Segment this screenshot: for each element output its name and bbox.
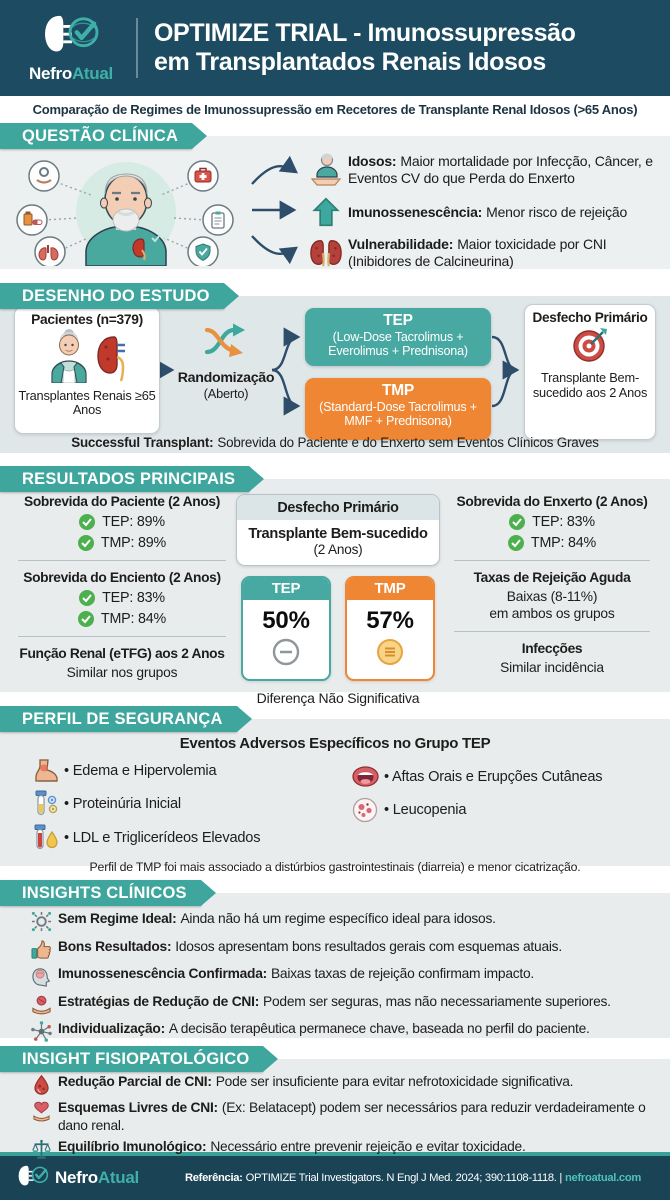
stat-title: Função Renal (eTFG) aos 2 Anos [19,646,225,661]
tmp-arm-box [305,378,491,440]
logo-text: NefroAtual [29,63,113,83]
divider [454,560,650,561]
section-clinical-insights [0,880,670,1038]
stat-row: TEP: 83% [8,590,236,606]
patients-caption: Transplantes Renais ≥65 Anos [18,388,156,418]
patients-title: Pacientes (n=379) [31,312,143,327]
divider [18,636,226,637]
list-item: Bons Resultados: Idosos apresentam bons resultados gerais com esquemas atuais. [24,938,656,960]
physio-list [0,1059,670,1160]
kidneys-icon [304,236,348,270]
elderly-patient-illustration [6,150,250,266]
item-text: Maior toxicidade por CNI (Inibidores de Calcineurina) [348,236,607,269]
heart-hand-icon [24,1099,58,1122]
section-physio-insight [0,1046,670,1155]
head-brain-icon [24,965,58,987]
balance-scales-icon [24,1138,58,1160]
randomization-sub: (Aberto) [203,386,249,401]
primary-outcome-box [524,304,656,440]
outcome-title: Desfecho Primário [532,310,648,325]
stat-title: Infecções [521,641,583,657]
tmp-title: TMP [381,382,415,399]
first-aid-kit-icon [188,161,218,191]
tep-title: TEP [383,312,413,329]
lungs-icon [35,237,65,266]
stat-caption: Similar nos grupos [66,665,178,680]
randomization-block [176,320,276,401]
list-item: Esquemas Livres de CNI: (Ex: Belatacept) podem ser necessários para reduzir verdadeiramente o dano renal. [24,1099,656,1134]
stat-row: TMP: 89% [8,535,236,551]
insights-list [0,893,670,1042]
card-body: Transplante Bem-sucedido (2 Anos) [248,526,428,557]
list-item: Imunossenescência Confirmada: Baixas taxas de rejeição confirmam impacto. [24,965,656,987]
list-item [304,152,662,188]
reference-text: Referência: OPTIMIZE Trial Investigators. N Engl J Med. 2024; 390:1108-1118. | nefroatual.com [184,1172,642,1184]
footer [0,1156,670,1200]
list-item: Equilíbrio Imunológico: Necessário entre prevenir rejeição e evitar toxicidade. [24,1138,656,1160]
clipboard-icon [203,205,233,235]
results-left-column [8,494,236,706]
list-item: Individualização: A decisão terapêutica permanece chave, baseada no perfil do paciente. [24,1020,656,1042]
stat-title: Sobrevida do Enxerto (2 Anos) [456,494,648,509]
primary-outcome-card [236,494,440,566]
patients-box [14,306,160,434]
shield-icon [188,237,218,266]
stat-row: TEP: 89% [8,514,236,530]
tmp-label: TMP [347,578,433,600]
check-circle-icon [508,535,524,551]
section-clinical-question [0,123,670,269]
minus-circle-icon [272,638,300,666]
safety-note: Perfil de TMP foi mais associado a distúrbios gastrointestinais (diarreia) e menor cicatrização. [89,860,581,874]
divider [18,560,226,561]
safety-right-list [346,758,660,858]
list-item: • Edema e Hipervolemia [26,758,346,784]
item-text: Maior mortalidade por Infecção, Câncer, e Eventos CV do que Perda do Enxerto [348,153,653,186]
target-icon [570,325,610,365]
medications-icon [17,205,47,235]
divider [454,631,650,632]
significance-note: Diferença Não Significativa [256,690,420,706]
list-item: Redução Parcial de CNI: Pode ser insuficiente para evitar nefrotoxicidade significativa. [24,1073,656,1095]
tep-label: TEP [243,578,329,600]
blood-lipid-icon [26,824,64,852]
tmp-desc: (Standard-Dose Tacrolimus + MMF + Prednisona) [319,400,477,429]
check-circle-icon [79,590,95,606]
website-link[interactable]: nefroatual.com [565,1172,642,1184]
list-item [304,236,662,270]
section-banner: INSIGHT FISIOPATOLÓGICO [0,1046,263,1072]
list-item: • Leucopenia [346,797,660,823]
section-results [0,466,670,706]
network-nodes-icon [24,1020,58,1042]
results-center-column [236,494,440,706]
list-item: • Proteinúria Inicial [26,790,346,818]
shuffle-arrows-icon [203,320,249,362]
up-arrow-icon [304,196,348,228]
item-title: Idosos: [348,153,397,170]
header [0,0,670,96]
stat-row: TMP: 84% [8,611,236,627]
section-banner: RESULTADOS PRINCIPAIS [0,466,249,492]
arm-result-cards [236,576,440,681]
footer-logo-text: NefroAtual [55,1168,139,1187]
section-banner: DESENHO DO ESTUDO [0,283,224,309]
stat-caption: Similar incidência [500,660,604,676]
list-item: Sem Regime Ideal: Ainda não há um regime específico ideal para idosos. [24,910,656,932]
study-note: Successful Transplant: Sobrevida do Paciente e do Enxerto sem Eventos Clínicos Graves [71,435,599,450]
elder-care-icon [304,152,348,188]
elderly-woman-kidney-illustration [44,327,130,383]
nefroatual-logo [18,13,124,84]
stat-row: TEP: 83% [444,514,660,530]
outcome-caption: Transplante Bem-sucedido aos 2 Anos [532,370,648,400]
check-circle-icon [78,535,94,551]
stat-title: Taxas de Rejeição Aguda [473,570,631,585]
section-banner: INSIGHTS CLÍNICOS [0,880,201,906]
gear-network-icon [24,910,58,932]
tep-value: 50% [262,607,310,634]
stat-row: TMP: 84% [444,535,660,551]
leukocyte-icon [346,797,384,823]
list-item: Estratégias de Redução de CNI: Podem ser seguras, mas não necessariamente superiores. [24,993,656,1015]
clinical-question-list [302,150,662,278]
tep-result-card [241,576,331,681]
safety-left-list [26,758,346,858]
stat-caption: Baixas (8-11%) em ambos os grupos [489,589,615,621]
randomization-label: Randomização [177,370,275,386]
section-study-design [0,283,670,453]
care-gear-icon [29,161,59,191]
tmp-result-card [345,576,435,681]
kidney-logo-icon [16,1163,50,1193]
hand-pill-icon [24,993,58,1015]
item-title: Vulnerabilidade: [348,236,454,253]
urine-test-icon [26,790,64,818]
tep-arm-box [305,308,491,366]
list-item [304,196,662,228]
list-item: • LDL e Triglicerídeos Elevados [26,824,346,852]
swollen-foot-icon [26,758,64,784]
stat-title: Sobrevida do Paciente (2 Anos) [24,494,220,509]
safety-heading: Eventos Adversos Específicos no Grupo TEP [179,735,491,752]
card-header: Desfecho Primário [237,495,439,520]
thumbs-up-icon [24,938,58,960]
section-banner: QUESTÃO CLÍNICA [0,123,192,149]
subtitle-bar: Comparação de Regimes de Imunossupressão em Recetores de Transplante Renal Idosos (>65 Anos) [0,96,670,123]
list-item: • Aftas Orais e Erupções Cutâneas [346,764,660,789]
check-circle-icon [79,514,95,530]
kidney-logo-icon [40,13,102,63]
section-banner: PERFIL DE SEGURANÇA [0,706,237,732]
item-text: Menor risco de rejeição [486,203,628,220]
section-safety [0,706,670,874]
tmp-value: 57% [366,607,414,634]
check-circle-icon [509,514,525,530]
mouth-icon [346,764,384,789]
tep-desc: (Low-Dose Tacrolimus + Everolimus + Prednisona) [328,330,468,359]
results-right-column [444,494,660,706]
connector-arrows [250,152,302,264]
header-divider [136,18,138,78]
page-title: OPTIMIZE TRIAL - Imunossupressão em Transplantados Renais Idosos [154,19,576,76]
equals-circle-icon [376,638,404,666]
check-circle-icon [78,611,94,627]
blood-drop-icon [24,1073,58,1095]
stat-title: Sobrevida do Enciento (2 Anos) [23,570,221,585]
item-title: Imunossenescência: [348,203,483,220]
footer-logo [16,1163,166,1193]
